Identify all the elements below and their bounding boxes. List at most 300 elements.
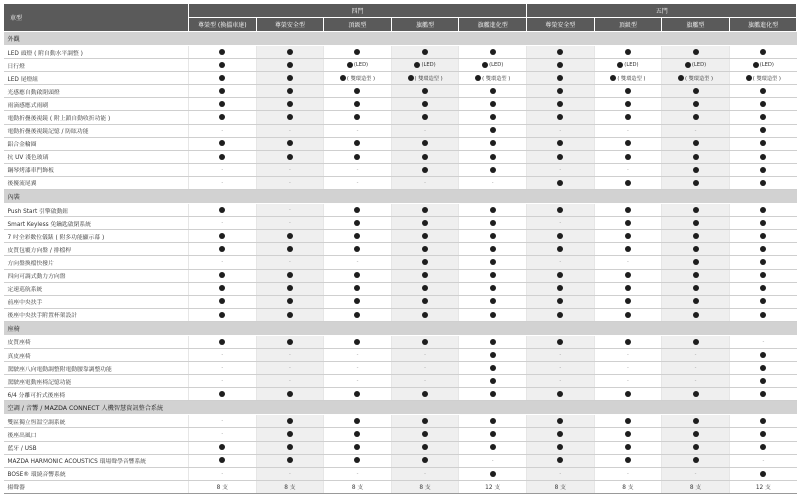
feature-cell (391, 124, 459, 137)
not-available-dash: - (694, 352, 697, 359)
feature-cell (256, 72, 324, 85)
standard-dot-icon (347, 62, 353, 68)
standard-dot-icon (287, 49, 293, 55)
feature-cell (459, 137, 527, 150)
standard-dot-icon (475, 75, 481, 81)
standard-dot-icon (414, 62, 420, 68)
feature-cell (662, 388, 730, 401)
feature-label: 抗 UV 淺色玻璃 (4, 150, 189, 163)
feature-cell (662, 204, 730, 217)
section-header (4, 32, 797, 46)
standard-dot-icon (287, 272, 293, 278)
standard-dot-icon (422, 246, 428, 252)
cell-value: 8 支 (554, 485, 566, 492)
feature-cell (527, 111, 595, 124)
not-available-dash: - (762, 457, 765, 464)
not-available-dash: - (424, 127, 426, 134)
standard-dot-icon (557, 154, 563, 160)
standard-dot-icon (490, 444, 496, 450)
standard-dot-icon (693, 101, 699, 107)
feature-cell (324, 454, 392, 467)
standard-dot-icon (287, 418, 293, 424)
standard-dot-icon (760, 378, 766, 384)
standard-dot-icon (490, 220, 496, 226)
standard-dot-icon (625, 140, 631, 146)
feature-cell (189, 335, 257, 348)
feature-cell (594, 230, 662, 243)
standard-dot-icon (354, 312, 360, 318)
feature-label: 7 吋全彩數位儀錶 ( 附多功能顯示幕 ) (4, 230, 189, 243)
standard-dot-icon (625, 154, 631, 160)
standard-dot-icon (625, 391, 631, 397)
feature-cell (189, 282, 257, 295)
feature-cell (459, 428, 527, 441)
standard-dot-icon (490, 259, 496, 265)
feature-cell (459, 256, 527, 269)
standard-dot-icon (760, 49, 766, 55)
feature-label: LED 頭燈 ( 附自動水平調整 ) (4, 46, 189, 59)
feature-cell (324, 137, 392, 150)
group-five-door: 五門 (527, 4, 797, 18)
feature-label: 揚聲器 (4, 480, 189, 493)
standard-dot-icon (354, 339, 360, 345)
standard-dot-icon (760, 444, 766, 450)
standard-dot-icon (354, 88, 360, 94)
standard-dot-icon (287, 154, 293, 160)
feature-cell (324, 72, 392, 85)
standard-dot-icon (354, 207, 360, 213)
not-available-dash: - (627, 365, 629, 372)
standard-dot-icon (422, 88, 428, 94)
standard-dot-icon (354, 285, 360, 291)
spec-table-header (4, 4, 797, 32)
feature-cell (729, 362, 797, 375)
standard-dot-icon (422, 49, 428, 55)
table-row (4, 204, 797, 217)
trim-header: 旗艦型 (662, 18, 730, 32)
feature-cell (729, 217, 797, 230)
feature-cell (459, 335, 527, 348)
feature-cell (662, 375, 730, 388)
feature-cell (662, 335, 730, 348)
feature-cell (324, 348, 392, 361)
feature-cell (324, 46, 392, 59)
feature-cell (594, 428, 662, 441)
cell-note: ( 雙環造型 ) (752, 75, 781, 82)
standard-dot-icon (354, 457, 360, 463)
standard-dot-icon (422, 101, 428, 107)
standard-dot-icon (490, 207, 496, 213)
standard-dot-icon (760, 220, 766, 226)
standard-dot-icon (693, 457, 699, 463)
standard-dot-icon (693, 246, 699, 252)
standard-dot-icon (490, 88, 496, 94)
feature-cell (527, 454, 595, 467)
standard-dot-icon (557, 246, 563, 252)
feature-label: 方向盤換檔快撥片 (4, 256, 189, 269)
standard-dot-icon (422, 298, 428, 304)
feature-cell (527, 150, 595, 163)
feature-cell (527, 163, 595, 176)
feature-cell (391, 59, 459, 72)
table-row (4, 98, 797, 111)
not-available-dash: - (424, 470, 426, 477)
feature-cell (256, 98, 324, 111)
feature-cell (189, 124, 257, 137)
not-available-dash: - (694, 127, 697, 134)
feature-cell (527, 388, 595, 401)
feature-cell (662, 282, 730, 295)
feature-cell (527, 59, 595, 72)
standard-dot-icon (219, 391, 225, 397)
feature-cell (391, 256, 459, 269)
standard-dot-icon (693, 49, 699, 55)
standard-dot-icon (219, 154, 225, 160)
feature-cell (729, 428, 797, 441)
standard-dot-icon (693, 140, 699, 146)
not-available-dash: - (356, 166, 359, 173)
standard-dot-icon (760, 114, 766, 120)
feature-cell (459, 204, 527, 217)
feature-cell (189, 375, 257, 388)
feature-cell (256, 415, 324, 428)
feature-cell (527, 217, 595, 230)
feature-cell (189, 59, 257, 72)
feature-cell (256, 269, 324, 282)
feature-cell (729, 72, 797, 85)
feature-cell (662, 98, 730, 111)
feature-cell (662, 467, 730, 480)
feature-cell (391, 388, 459, 401)
feature-cell (189, 72, 257, 85)
feature-cell (324, 163, 392, 176)
feature-cell (729, 480, 797, 493)
standard-dot-icon (625, 431, 631, 437)
standard-dot-icon (354, 49, 360, 55)
feature-cell (391, 467, 459, 480)
standard-dot-icon (490, 418, 496, 424)
feature-cell (324, 282, 392, 295)
not-available-dash: - (288, 470, 291, 477)
not-available-dash: - (559, 365, 562, 372)
feature-cell (729, 269, 797, 282)
standard-dot-icon (490, 101, 496, 107)
feature-cell (594, 362, 662, 375)
feature-cell (527, 308, 595, 321)
feature-cell (189, 467, 257, 480)
table-row (4, 111, 797, 124)
feature-cell (594, 243, 662, 256)
standard-dot-icon (422, 154, 428, 160)
standard-dot-icon (625, 246, 631, 252)
feature-cell (729, 441, 797, 454)
section-title: 外觀 (4, 32, 797, 46)
standard-dot-icon (557, 114, 563, 120)
not-available-dash: - (559, 220, 562, 227)
feature-cell (324, 111, 392, 124)
standard-dot-icon (693, 220, 699, 226)
feature-cell (594, 348, 662, 361)
not-available-dash: - (424, 352, 426, 359)
standard-dot-icon (760, 431, 766, 437)
table-row (4, 85, 797, 98)
standard-dot-icon (557, 298, 563, 304)
standard-dot-icon (610, 75, 616, 81)
feature-cell (527, 230, 595, 243)
feature-cell (662, 46, 730, 59)
feature-cell (391, 230, 459, 243)
feature-cell (256, 111, 324, 124)
feature-cell (729, 59, 797, 72)
table-row (4, 256, 797, 269)
standard-dot-icon (354, 220, 360, 226)
not-available-dash: - (559, 127, 562, 134)
standard-dot-icon (490, 285, 496, 291)
standard-dot-icon (219, 285, 225, 291)
feature-cell (459, 467, 527, 480)
standard-dot-icon (490, 312, 496, 318)
trim-header: 頂級型 (594, 18, 662, 32)
feature-cell (189, 204, 257, 217)
standard-dot-icon (287, 140, 293, 146)
standard-dot-icon (557, 391, 563, 397)
standard-dot-icon (693, 259, 699, 265)
standard-dot-icon (219, 233, 225, 239)
not-available-dash: - (288, 259, 291, 266)
feature-cell (662, 85, 730, 98)
feature-cell (324, 269, 392, 282)
feature-cell (391, 375, 459, 388)
feature-cell (391, 137, 459, 150)
cell-note: (LED) (624, 61, 639, 68)
feature-cell (256, 480, 324, 493)
standard-dot-icon (557, 431, 563, 437)
standard-dot-icon (760, 298, 766, 304)
feature-cell (594, 256, 662, 269)
table-row (4, 163, 797, 176)
not-available-dash: - (694, 365, 697, 372)
standard-dot-icon (760, 127, 766, 133)
standard-dot-icon (287, 444, 293, 450)
standard-dot-icon (354, 272, 360, 278)
standard-dot-icon (490, 233, 496, 239)
standard-dot-icon (760, 207, 766, 213)
feature-cell (189, 428, 257, 441)
feature-cell (729, 348, 797, 361)
standard-dot-icon (490, 431, 496, 437)
table-row (4, 243, 797, 256)
standard-dot-icon (557, 62, 563, 68)
feature-cell (189, 454, 257, 467)
feature-label: 電動折疊後視鏡記憶 / 防眩功能 (4, 124, 189, 137)
cell-note: (LED) (353, 61, 369, 68)
feature-cell (391, 72, 459, 85)
not-available-dash: - (221, 166, 224, 173)
trim-header: 頂級型 (324, 18, 392, 32)
feature-cell (527, 348, 595, 361)
standard-dot-icon (693, 207, 699, 213)
standard-dot-icon (557, 312, 563, 318)
feature-cell (729, 137, 797, 150)
not-available-dash: - (288, 166, 291, 173)
feature-label: 後座中央扶手附置杯架設計 (4, 308, 189, 321)
feature-cell (594, 137, 662, 150)
feature-cell (324, 375, 392, 388)
standard-dot-icon (625, 339, 631, 345)
feature-cell (391, 295, 459, 308)
not-available-dash: - (627, 470, 629, 477)
standard-dot-icon (678, 75, 684, 81)
standard-dot-icon (287, 62, 293, 68)
standard-dot-icon (746, 75, 752, 81)
not-available-dash: - (559, 378, 562, 385)
standard-dot-icon (422, 114, 428, 120)
feature-cell (527, 204, 595, 217)
feature-cell (594, 308, 662, 321)
standard-dot-icon (219, 101, 225, 107)
feature-cell (729, 98, 797, 111)
feature-label: 鋁合金輪圈 (4, 137, 189, 150)
standard-dot-icon (625, 444, 631, 450)
standard-dot-icon (625, 114, 631, 120)
feature-cell (189, 295, 257, 308)
feature-cell (324, 176, 392, 189)
standard-dot-icon (490, 154, 496, 160)
feature-cell (594, 269, 662, 282)
standard-dot-icon (693, 233, 699, 239)
feature-cell (662, 150, 730, 163)
standard-dot-icon (557, 207, 563, 213)
not-available-dash: - (221, 378, 224, 385)
feature-cell (256, 243, 324, 256)
not-available-dash: - (356, 378, 359, 385)
table-row (4, 150, 797, 163)
standard-dot-icon (557, 339, 563, 345)
standard-dot-icon (617, 62, 623, 68)
feature-cell (324, 428, 392, 441)
standard-dot-icon (287, 88, 293, 94)
feature-cell (662, 454, 730, 467)
feature-cell (391, 269, 459, 282)
feature-cell (459, 243, 527, 256)
feature-cell (189, 137, 257, 150)
standard-dot-icon (408, 75, 414, 81)
standard-dot-icon (693, 298, 699, 304)
not-available-dash: - (356, 352, 359, 359)
feature-cell (391, 204, 459, 217)
standard-dot-icon (219, 207, 225, 213)
feature-cell (527, 375, 595, 388)
standard-dot-icon (625, 180, 631, 186)
feature-cell (256, 217, 324, 230)
standard-dot-icon (422, 339, 428, 345)
standard-dot-icon (354, 101, 360, 107)
standard-dot-icon (760, 246, 766, 252)
trim-header: 旗艦進化型 (459, 18, 527, 32)
standard-dot-icon (422, 312, 428, 318)
standard-dot-icon (287, 101, 293, 107)
feature-cell (662, 163, 730, 176)
group-four-door: 四門 (189, 4, 527, 18)
standard-dot-icon (760, 88, 766, 94)
feature-cell (729, 150, 797, 163)
standard-dot-icon (422, 272, 428, 278)
standard-dot-icon (760, 312, 766, 318)
standard-dot-icon (490, 352, 496, 358)
not-available-dash: - (221, 259, 224, 266)
feature-cell (594, 441, 662, 454)
feature-cell (391, 98, 459, 111)
feature-cell (459, 269, 527, 282)
feature-cell (324, 415, 392, 428)
trim-header: 尊榮型 (換擋車達) (189, 18, 257, 32)
feature-cell (459, 163, 527, 176)
section-title: 空調 / 音響 / MAZDA CONNECT 人機智慧資訊整合系統 (4, 401, 797, 415)
feature-cell (594, 176, 662, 189)
feature-cell (662, 217, 730, 230)
spec-table-body (4, 32, 797, 494)
standard-dot-icon (422, 167, 428, 173)
feature-cell (324, 230, 392, 243)
feature-cell (527, 176, 595, 189)
section-title: 內裝 (4, 190, 797, 204)
feature-cell (527, 269, 595, 282)
feature-cell (256, 150, 324, 163)
cell-value: 8 支 (622, 485, 634, 492)
feature-label: MAZDA HARMONIC ACOUSTICS 環場聲學音響系統 (4, 454, 189, 467)
feature-cell (189, 230, 257, 243)
standard-dot-icon (490, 298, 496, 304)
feature-cell (729, 46, 797, 59)
feature-cell (459, 150, 527, 163)
not-available-dash: - (627, 259, 629, 266)
standard-dot-icon (287, 431, 293, 437)
feature-label: 光感應自動啟閉頭燈 (4, 85, 189, 98)
not-available-dash: - (559, 470, 562, 477)
not-available-dash: - (221, 179, 224, 186)
feature-cell (459, 454, 527, 467)
table-row (4, 282, 797, 295)
standard-dot-icon (557, 233, 563, 239)
feature-label: 皮質座椅 (4, 335, 189, 348)
section-header (4, 321, 797, 335)
feature-cell (594, 388, 662, 401)
standard-dot-icon (422, 285, 428, 291)
standard-dot-icon (760, 167, 766, 173)
feature-cell (729, 467, 797, 480)
feature-label: 駕駛座八向電動調整附電動腰靠調整功能 (4, 362, 189, 375)
feature-cell (594, 59, 662, 72)
standard-dot-icon (287, 457, 293, 463)
standard-dot-icon (219, 114, 225, 120)
table-row (4, 217, 797, 230)
standard-dot-icon (482, 62, 488, 68)
standard-dot-icon (557, 418, 563, 424)
not-available-dash: - (288, 220, 291, 227)
feature-cell (324, 480, 392, 493)
feature-cell (729, 375, 797, 388)
feature-cell (391, 111, 459, 124)
feature-cell (594, 375, 662, 388)
feature-cell (729, 282, 797, 295)
feature-cell (189, 441, 257, 454)
standard-dot-icon (422, 259, 428, 265)
not-available-dash: - (559, 352, 562, 359)
table-row (4, 176, 797, 189)
standard-dot-icon (693, 272, 699, 278)
feature-cell (459, 480, 527, 493)
standard-dot-icon (219, 339, 225, 345)
